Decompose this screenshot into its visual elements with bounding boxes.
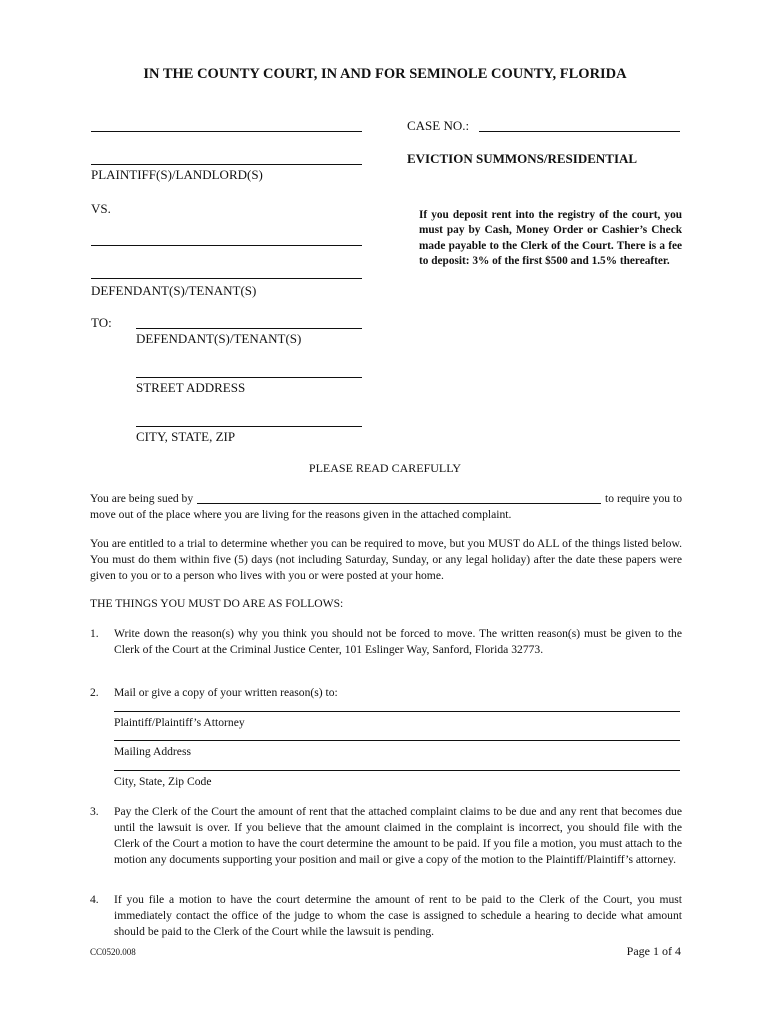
list-item-4 <box>90 892 682 940</box>
to-defendant-label: DEFENDANT(S)/TENANT(S) <box>136 331 302 346</box>
court-title: IN THE COUNTY COURT, IN AND FOR SEMINOLE COUNTY, FLORIDA <box>143 66 627 82</box>
vs-label: VS. <box>91 201 111 216</box>
list-item-number: 3. <box>90 805 99 818</box>
mailing-address-field[interactable] <box>114 740 680 741</box>
form-title: EVICTION SUMMONS/RESIDENTIAL <box>407 151 638 166</box>
sued-by-line2: move out of the place where you are living for the reasons given in the attached complaint. <box>90 508 512 521</box>
plaintiff-line-1[interactable] <box>91 131 362 132</box>
things-heading: THE THINGS YOU MUST DO ARE AS FOLLOWS: <box>90 597 344 610</box>
defendant-line-2[interactable] <box>91 278 362 279</box>
sued-by-paragraph <box>90 491 682 523</box>
list-item-text: Pay the Clerk of the Court the amount of rent that the attached complaint claims to be due and any rent that becomes due until the lawsuit is over. If you believe that the amount claimed in the complaint is incorrect, you should file with the Clerk of the Court a motion to have the court determine the amount to be paid. If you file a motion, you must attach to the motion any documents supporting your position and mail or give a copy of the motion to the Plaintiff/Plaintiff’s attorney. <box>114 805 682 866</box>
city-state-zip-label: CITY, STATE, ZIP <box>136 429 236 444</box>
sued-by-field[interactable] <box>197 491 601 504</box>
list-item-number: 4. <box>90 893 99 906</box>
case-no-field[interactable] <box>479 131 680 132</box>
plaintiff-line-2[interactable] <box>91 164 362 165</box>
attorney-label: Plaintiff/Plaintiff’s Attorney <box>114 716 245 729</box>
defendant-line-1[interactable] <box>91 245 362 246</box>
plaintiff-label: PLAINTIFF(S)/LANDLORD(S) <box>91 167 263 182</box>
list-item-text: If you file a motion to have the court determine the amount of rent to be paid to the Clerk of the Court, you must immediately contact the office of the judge to whom the case is assigned to schedule a hearing to decide what amount should be paid to the Clerk of the Court while the lawsuit is pending. <box>114 893 682 938</box>
sued-by-suffix: to require you to <box>605 492 682 505</box>
list-item-text: Write down the reason(s) why you think you should not be forced to move. The written reason(s) must be given to the Clerk of the Court at the Criminal Justice Center, 101 Eslinger Way, Sanford, Florida 32773. <box>114 627 682 656</box>
list-item-3 <box>90 804 682 868</box>
to-defendant-field[interactable] <box>136 328 362 329</box>
mailing-address-label: Mailing Address <box>114 745 191 758</box>
sued-by-prefix: You are being sued by <box>90 492 194 505</box>
list-item-text: Mail or give a copy of your written reason(s) to: <box>114 686 338 699</box>
case-no-label: CASE NO.: <box>407 118 470 133</box>
read-carefully-heading: PLEASE READ CAREFULLY <box>308 461 462 475</box>
city-state-zip-field[interactable] <box>136 426 362 427</box>
deposit-notice: If you deposit rent into the registry of the court, you must pay by Cash, Money Order or Cashier’s Check made payable to the Clerk of the Court. There is a fee to deposit: 3% of the first $500 and 1.5% thereafter. <box>419 209 682 267</box>
list-item-number: 1. <box>90 627 99 640</box>
trial-paragraph: You are entitled to a trial to determine whether you can be required to move, but you MUST do ALL of the things listed below. You must do them within five (5) days (not including Saturday, Sunday, or any legal holiday) after the date these papers were given to you or to a person who lives with you or were posted at your home. <box>90 537 682 582</box>
to-label: TO: <box>91 315 112 330</box>
list-item-2 <box>90 685 682 701</box>
defendant-label: DEFENDANT(S)/TENANT(S) <box>91 283 257 298</box>
list-item-number: 2. <box>90 686 99 699</box>
attorney-field[interactable] <box>114 711 680 712</box>
form-code: CC0520.008 <box>90 947 136 957</box>
street-address-label: STREET ADDRESS <box>136 380 246 395</box>
city-state-zip-code-label: City, State, Zip Code <box>114 775 212 788</box>
list-item-1 <box>90 626 682 658</box>
page-number: Page 1 of 4 <box>626 944 681 958</box>
street-address-field[interactable] <box>136 377 362 378</box>
city-state-zip-code-field[interactable] <box>114 770 680 771</box>
